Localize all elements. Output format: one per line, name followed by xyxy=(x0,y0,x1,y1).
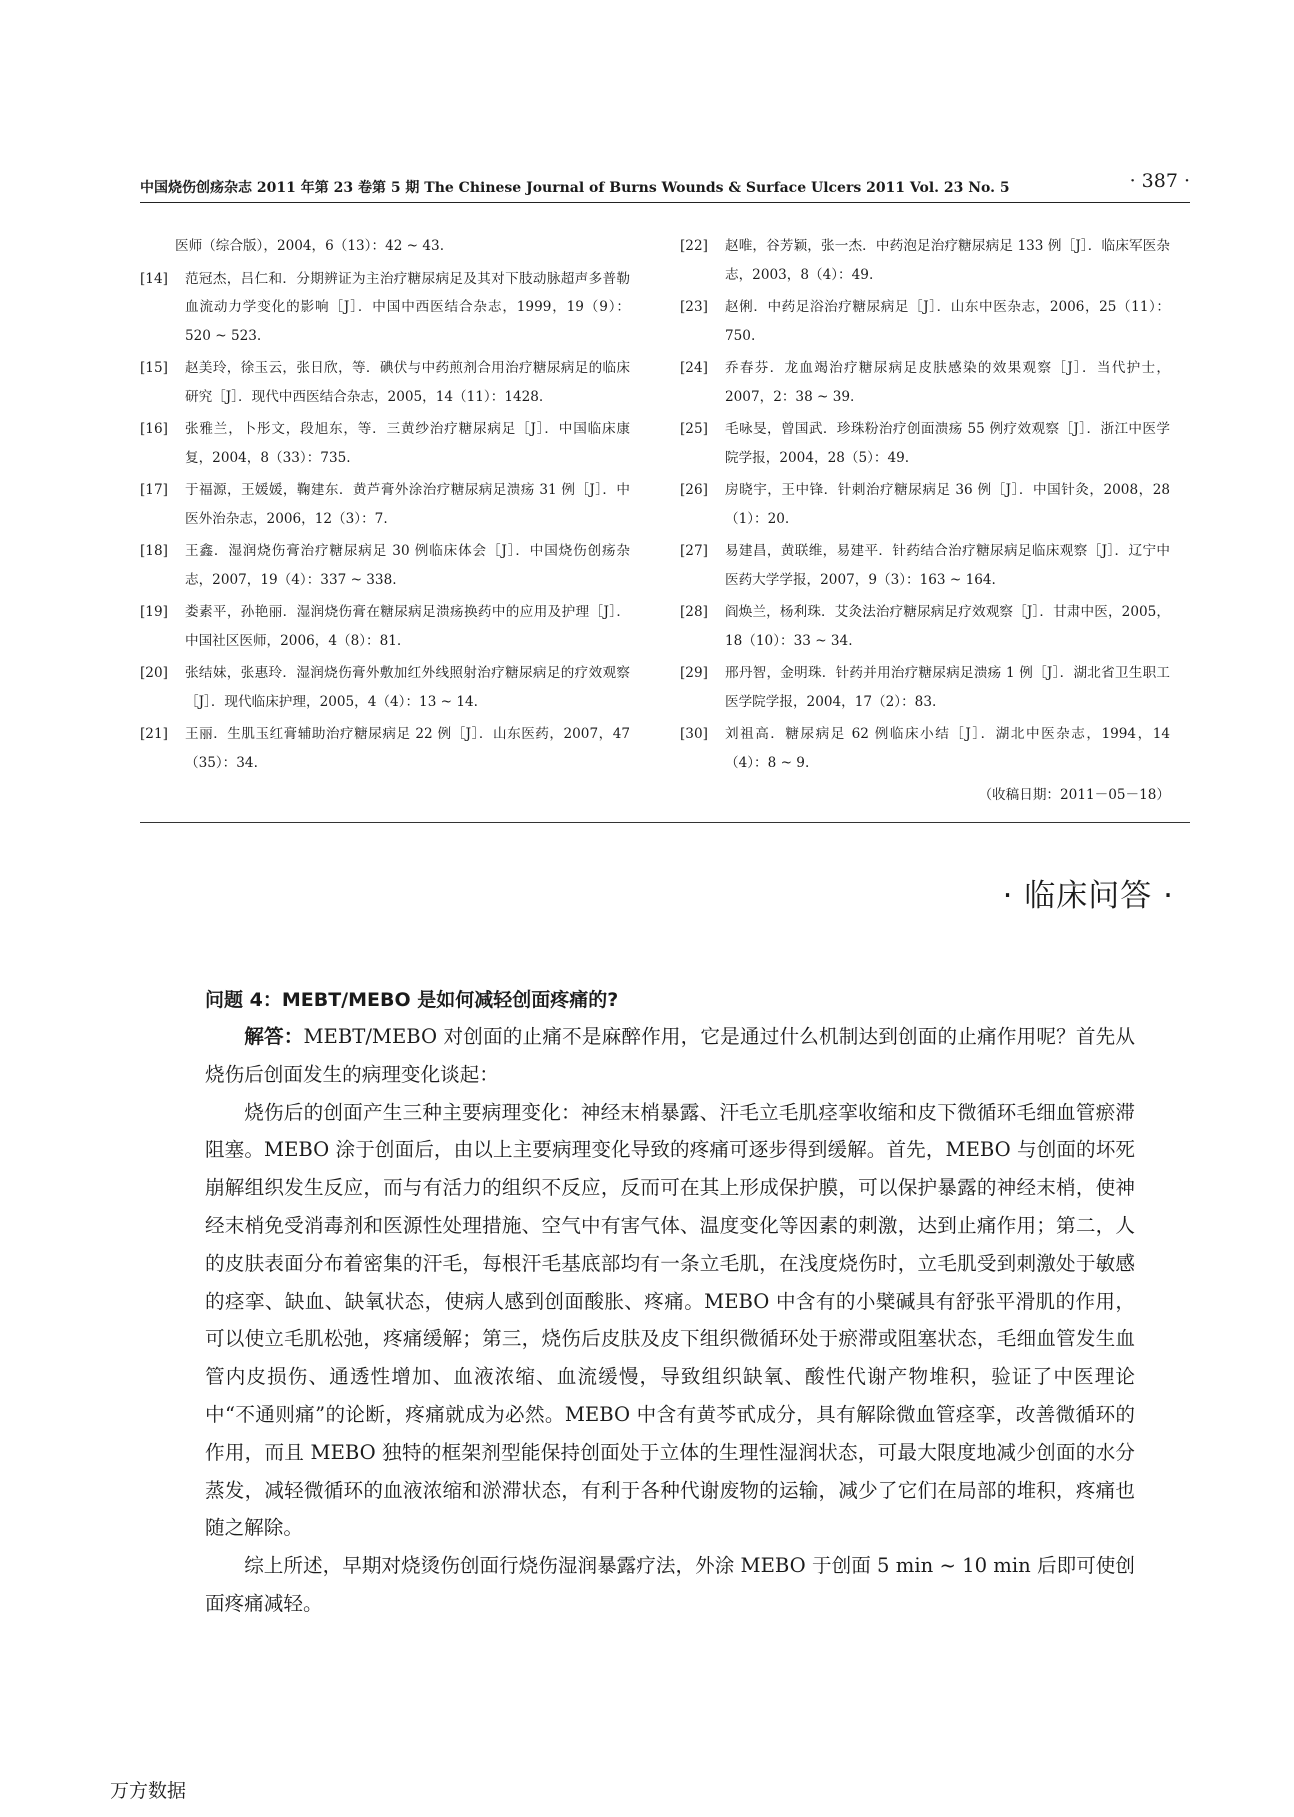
reference-item: [29] 邢丹智，金明珠．针药并用治疗糖尿病足溃疡 1 例［J］．湖北省卫生职工医学院学报，2004，17（2）：83. xyxy=(680,665,1170,710)
section-divider xyxy=(140,822,1190,823)
reference-item: [18] 王鑫．湿润烧伤膏治疗糖尿病足 30 例临床体会［J］．中国烧伤创疡杂志，2007，19（4）：337 ~ 338. xyxy=(140,543,630,588)
reference-item: [23] 赵俐．中药足浴治疗糖尿病足［J］．山东中医杂志，2006，25（11）：750. xyxy=(680,299,1170,344)
reference-item: [25] 毛咏旻，曾国武．珍珠粉治疗创面溃疡 55 例疗效观察［J］．浙江中医学院学报，2004，28（5）：49. xyxy=(680,421,1170,466)
qa-article xyxy=(205,982,1135,1623)
conclusion-paragraph: 综上所述，早期对烧烫伤创面行烧伤湿润暴露疗法，外涂 MEBO 于创面 5 min ~ 10 min 后即可使创面疼痛减轻。 xyxy=(205,1554,1135,1615)
reference-item: [21] 王丽．生肌玉红膏辅助治疗糖尿病足 22 例［J］．山东医药，2007，47（35）：34. xyxy=(140,726,630,771)
reference-item: [26] 房晓宇，王中锋．针刺治疗糖尿病足 36 例［J］．中国针灸，2008，28（1）：20. xyxy=(680,482,1170,527)
received-date: （收稿日期：2011－05－18） xyxy=(978,787,1170,803)
reference-item: [19] 娄素平，孙艳丽．湿润烧伤膏在糖尿病足溃疡换药中的应用及护理［J］．中国社区医师，2006，4（8）：81. xyxy=(140,604,630,649)
reference-item: [15] 赵美玲，徐玉云，张日欣，等．碘伏与中药煎剂合用治疗糖尿病足的临床研究［J］．现代中西医结合杂志，2005，14（11）：1428. xyxy=(140,360,630,405)
reference-item: 医师（综合版），2004，6（13）：42 ~ 43. xyxy=(175,238,445,254)
reference-item: [20] 张结妹，张惠玲．湿润烧伤膏外敷加红外线照射治疗糖尿病足的疗效观察［J］．现代临床护理，2005，4（4）：13 ~ 14. xyxy=(140,665,630,710)
question-heading: 问题 4：MEBT/MEBO 是如何减轻创面疼痛的? xyxy=(205,989,619,1011)
reference-item: [28] 阎焕兰，杨利珠．艾灸法治疗糖尿病足疗效观察［J］．甘肃中医，2005，18（10）：33 ~ 34. xyxy=(680,604,1170,649)
section-title: · 临床问答 · xyxy=(1002,878,1174,914)
reference-item: [27] 易建昌，黄联维，易建平．针药结合治疗糖尿病足临床观察［J］．辽宁中医药大学学报，2007，9（3）：163 ~ 164. xyxy=(680,543,1170,588)
reference-item: [14] 范冠杰，吕仁和．分期辨证为主治疗糖尿病足及其对下肢动脉超声多普勒血流动力学变化的影响［J］．中国中西医结合杂志，1999，19（9）：520 ~ 523. xyxy=(140,270,630,344)
answer-label: 解答： xyxy=(244,1025,304,1048)
answer-intro-text: MEBT/MEBO 对创面的止痛不是麻醉作用，它是通过什么机制达到创面的止痛作用呢？首先从烧伤后创面发生的病理变化谈起： xyxy=(205,1025,1136,1086)
reference-item: [22] 赵唯，谷芳颖，张一杰．中药泡足治疗糖尿病足 133 例［J］．临床军医杂志，2003，8（4）：49. xyxy=(680,238,1170,283)
watermark-footer: 万方数据 xyxy=(110,1780,187,1802)
page-number: · 387 · xyxy=(1129,170,1190,192)
reference-list-right xyxy=(680,232,1170,810)
running-header xyxy=(140,172,1190,203)
reference-item: [16] 张雅兰，卜彤文，段旭东，等．三黄纱治疗糖尿病足［J］．中国临床康复，2004，8（33）：735. xyxy=(140,421,630,466)
reference-item: [17] 于福源，王媛媛，鞠建东．黄芦膏外涂治疗糖尿病足溃疡 31 例［J］．中医外治杂志，2006，12（3）：7. xyxy=(140,482,630,527)
reference-list-left xyxy=(140,232,630,781)
body-paragraph: 烧伤后的创面产生三种主要病理变化：神经末梢暴露、汗毛立毛肌痉挛收缩和皮下微循环毛细血管瘀滞阻塞。MEBO 涂于创面后，由以上主要病理变化导致的疼痛可逐步得到缓解。首先，MEBO 与创面的坏死崩解组织发生反应，而与有活力的组织不反应，反而可在其上形成保护膜，可以保护暴露的神经末梢，使神经末梢免受消毒剂和医源性处理措施、空气中有害气体、温度变化等因素的刺激，达到止痛作用；第二，人的皮肤表面分布着密集的汗毛，每根汗毛基底部均有一条立毛肌，在浅度烧伤时，立毛肌受到刺激处于敏感的痉挛、缺血、缺氧状态，使病人感到创面酸胀、疼痛。MEBO 中含有的小檗碱具有舒张平滑肌的作用，可以使立毛肌松弛，疼痛缓解；第三，烧伤后皮肤及皮下组织微循环处于瘀滞或阻塞状态，毛细血管发生血管内皮损伤、通透性增加、血液浓缩、血流缓慢，导致组织缺氧、酸性代谢产物堆积，验证了中医理论中“不通则痛”的论断，疼痛就成为必然。MEBO 中含有黄芩甙成分，具有解除微血管痉挛，改善微循环的作用，而且 MEBO 独特的框架剂型能保持创面处于立体的生理性湿润状态，可最大限度地减少创面的水分蒸发，减轻微循环的血液浓缩和淤滞状态，有利于各种代谢废物的运输，减少了它们在局部的堆积，疼痛也随之解除。 xyxy=(205,1100,1135,1540)
reference-item: [24] 乔春芬．龙血竭治疗糖尿病足皮肤感染的效果观察［J］．当代护士，2007，2：38 ~ 39. xyxy=(680,360,1170,405)
journal-citation: 中国烧伤创疡杂志 2011 年第 23 卷第 5 期 The Chinese Journal of Burns Wounds & Surface Ulcers 2011 Vol. 23 No. 5 xyxy=(140,180,1010,196)
answer-intro-paragraph xyxy=(205,1018,1135,1094)
reference-item: [30] 刘祖高．糖尿病足 62 例临床小结［J］．湖北中医杂志，1994，14（4）：8 ~ 9. xyxy=(680,726,1170,771)
